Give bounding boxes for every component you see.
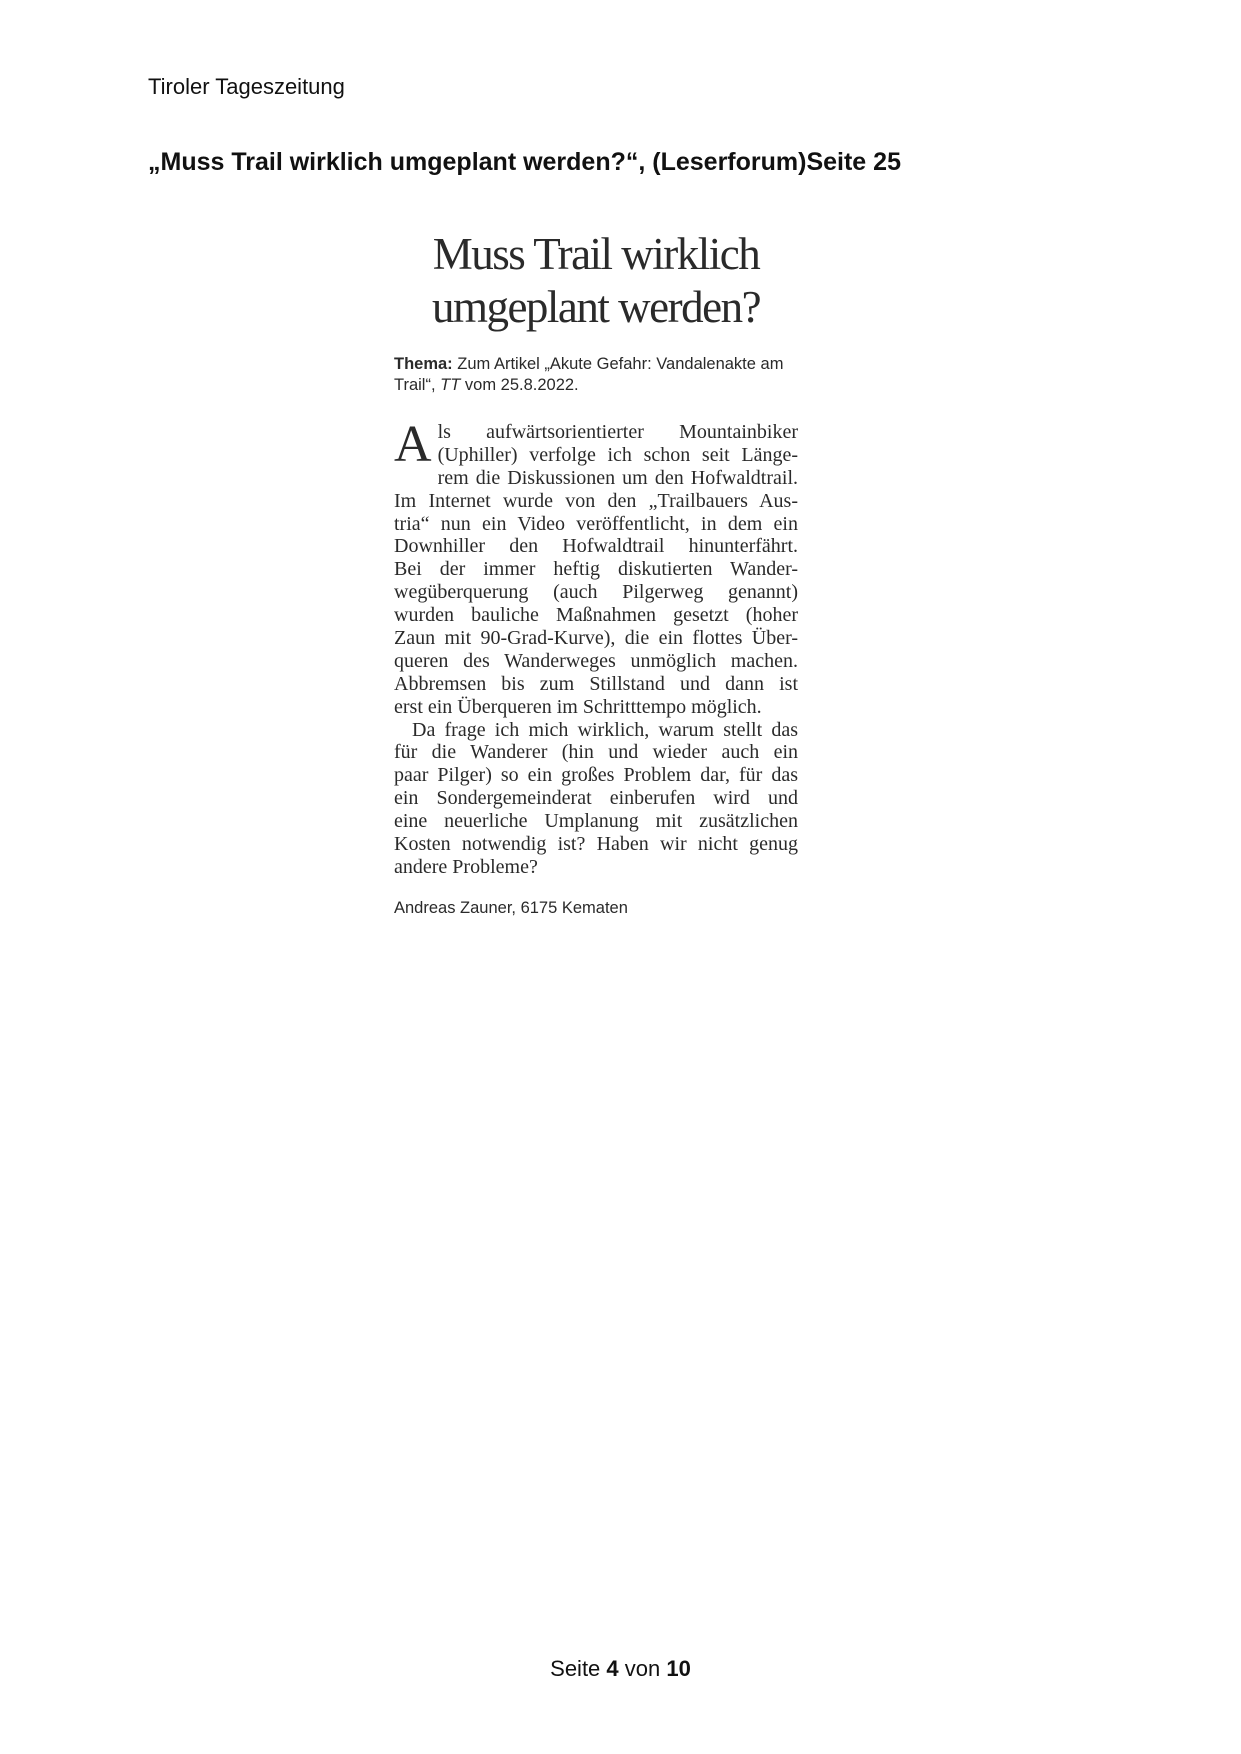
article-topic [394, 354, 798, 396]
body-line: Abbremsen bis zum Stillstand und dann ist [394, 672, 798, 695]
body-line: erst ein Überqueren im Schritttempo möglich. [394, 695, 762, 718]
body-line: queren des Wanderweges unmöglich machen. [394, 649, 798, 672]
topic-text: Zum Artikel „Akute Gefahr: Vandalenakte am Trail“, [394, 355, 784, 394]
topic-date: vom 25.8.2022. [460, 376, 579, 394]
publication-name: Tiroler Tageszeitung [148, 74, 345, 99]
body-line: paar Pilger) so ein großes Problem dar, für das [394, 764, 798, 787]
current-page: 4 [606, 1656, 619, 1681]
body-line: Bei der immer heftig diskutierten Wander- [394, 558, 798, 581]
topic-label: Thema: [394, 355, 453, 373]
body-line: (Uphiller) verfolge ich schon seit Länge- [437, 443, 798, 466]
body-line: rem die Diskussionen um den Hofwaldtrail. [437, 466, 798, 489]
body-line: Downhiller den Hofwaldtrail hinunterfährt. [394, 535, 798, 558]
drop-cap: A [394, 416, 432, 473]
body-line: ls aufwärtsorientierter Mountainbiker [437, 421, 798, 443]
footer-prefix: Seite [550, 1656, 607, 1681]
body-line: wegüberquerung (auch Pilgerweg genannt) [394, 581, 798, 604]
body-line: Im Internet wurde von den „Trailbauers Aus- [394, 489, 798, 512]
title-line: Muss Trail wirklich [432, 229, 760, 279]
article-clipping [394, 228, 798, 918]
body-line: Zaun mit 90-Grad-Kurve), die ein flottes Über- [394, 627, 798, 650]
body-line: für die Wanderer (hin und wieder auch ein [394, 741, 798, 764]
total-pages: 10 [666, 1656, 691, 1681]
document-headline: „Muss Trail wirklich umgeplant werden?“, (Leserforum)Seite 25 [148, 148, 901, 176]
body-line: wurden bauliche Maßnahmen gesetzt (hoher [394, 604, 798, 627]
title-line: umgeplant werden? [431, 282, 761, 332]
body-line: eine neuerliche Umplanung mit zusätzlichen [394, 810, 798, 833]
article-body [394, 416, 798, 879]
body-line: ein Sondergemeinderat einberufen wird und [394, 787, 798, 810]
body-line: andere Probleme? [394, 855, 538, 878]
footer-middle: von [618, 1656, 667, 1681]
article-title [394, 228, 798, 334]
body-line: Kosten notwendig ist? Haben wir nicht genug [394, 833, 798, 856]
article-byline: Andreas Zauner, 6175 Kematen [394, 898, 628, 917]
body-line: Da frage ich mich wirklich, warum stellt das [412, 718, 798, 741]
topic-tt: TT [440, 376, 461, 394]
page-footer [0, 1656, 1241, 1682]
body-line: tria“ nun ein Video veröffentlicht, in dem ein [394, 512, 798, 535]
